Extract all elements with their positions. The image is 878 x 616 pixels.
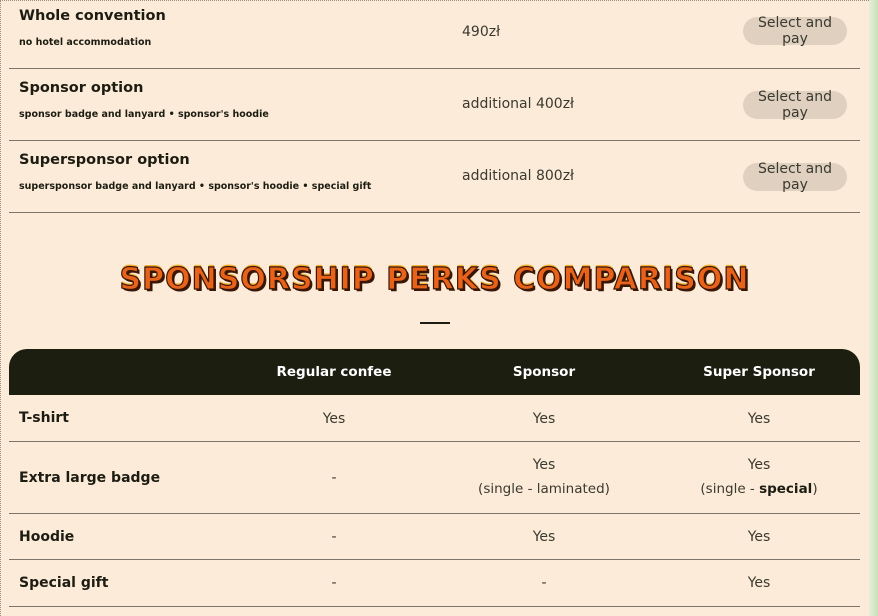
cell-regular: Yes [322,411,346,427]
table-row [9,395,860,442]
cell-super-sponsor [659,457,859,497]
option-price: 490zł [462,24,501,40]
option-description: supersponsor badge and lanyard • sponsor's hoodie • special gift [19,181,372,192]
table-row [9,514,860,560]
select-and-pay-button[interactable]: Select and pay [743,91,847,119]
title-divider [420,322,450,324]
note-emphasis: special [759,481,813,497]
column-header-super-sponsor: Super Sponsor [703,364,815,380]
option-description: sponsor badge and lanyard • sponsor's hoodie [19,109,269,120]
table-row [9,442,860,514]
note-suffix: ) [812,481,818,497]
option-name: Supersponsor option [19,152,190,168]
cell-regular: - [331,470,337,486]
cell-super-sponsor: Yes [747,411,771,427]
cell-note [659,481,859,497]
row-label: Special gift [19,575,109,591]
table-row [9,560,860,607]
note-prefix: (single - [700,481,760,497]
row-label: T-shirt [19,410,69,426]
cell-super-sponsor: Yes [747,529,771,545]
pricing-row-whole-convention [9,0,860,69]
cell-sponsor [444,457,644,497]
option-name: Whole convention [19,8,166,24]
perks-comparison-title: SPONSORSHIP PERKS COMPARISON [119,262,750,297]
cell-regular: - [331,575,337,591]
cell-value: Yes [532,457,556,473]
cell-sponsor: Yes [532,529,556,545]
column-header-sponsor: Sponsor [512,364,576,380]
select-and-pay-button[interactable]: Select and pay [743,163,847,191]
table-header [9,349,860,395]
window-edge [869,0,878,616]
pricing-row-sponsor [9,69,860,141]
option-price: additional 400zł [462,96,575,112]
option-price: additional 800zł [462,168,575,184]
cell-super-sponsor: Yes [747,575,771,591]
cell-regular: - [331,529,337,545]
cell-note: (single - laminated) [478,481,610,497]
cell-sponsor: - [541,575,547,591]
row-label: Hoodie [19,529,75,545]
column-header-regular: Regular confee [276,364,392,380]
row-label: Extra large badge [19,470,161,486]
pricing-row-supersponsor [9,141,860,213]
cell-value: Yes [747,457,771,473]
select-and-pay-button[interactable]: Select and pay [743,17,847,45]
option-name: Sponsor option [19,80,144,96]
option-description: no hotel accommodation [19,37,152,48]
cell-sponsor: Yes [532,411,556,427]
